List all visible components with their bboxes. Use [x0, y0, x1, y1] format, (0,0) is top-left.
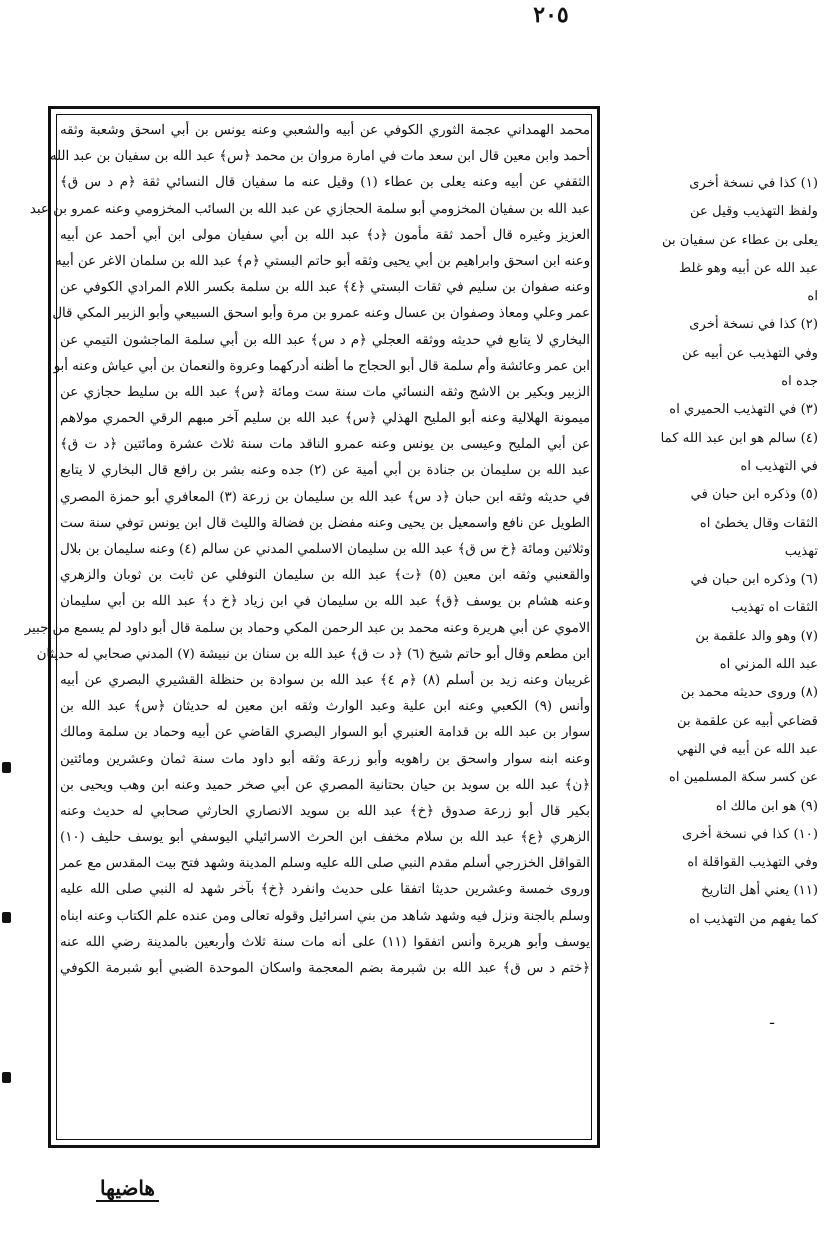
note-line: الثقات وقال يخطئ اه: [699, 515, 818, 531]
note-line: (٥) وذكره ابن حبان في: [690, 487, 818, 503]
note-line: تهذيب: [784, 543, 818, 559]
text-line: [56, 982, 594, 1008]
text-line: ابن مطعم وقال أبو حاتم شيخ (٦) ﴿د ت ق﴾ عبد الله بن سنان بن نبيشة (٧) المدني صحابي له حديثان: [36, 646, 590, 662]
margin-notes: [604, 170, 818, 934]
text-line: والقعنبي وثقه ابن معين (٥) ﴿ت﴾ عبد الله بن سليمان النوفلي عن ثابت بن ثوبان والزهري: [60, 568, 590, 584]
note-line: عبد الله عن أبيه وهو غلط: [678, 260, 818, 276]
text-line: الزبير وبكير بن الاشج وثقه النسائي مات سنة ست ومائة ﴿س﴾ عبد الله بن سليط حجازي عن: [60, 384, 590, 400]
note-line: في التهذيب اه: [740, 458, 818, 474]
note-line: (٧) وهو والد علقمة بن: [695, 628, 818, 644]
note-line: (٢) كذا في نسخة أخرى: [689, 317, 818, 333]
note-line: يعلى بن عطاء عن سفيان بن: [662, 232, 818, 248]
text-line: في حديثه وثقه ابن حبان ﴿د س﴾ عبد الله بن سليمان بن زرعة (٣) المعافري أبو حمزة المصري: [60, 489, 590, 505]
text-line: وعنه صفوان بن سليم في ثقات البستي ﴿٤﴾ عبد الله بن سلمة بكسر اللام المرادي الكوفي عن: [60, 280, 590, 296]
text-line: عمر وعلي ومعاذ وصفوان بن عسال وعنه عمرو بن مرة وأبو اسحق السبيعي وأبو الزبير المكي قال: [52, 306, 590, 322]
text-line: أحمد وابن معين قال ابن سعد مات في امارة مروان بن محمد ﴿س﴾ عبد الله بن سفيان بن عبد الله: [49, 149, 590, 165]
note-line: كما يفهم من التهذيب اه: [689, 911, 818, 927]
note-line: جده اه: [781, 374, 818, 390]
note-line: الثقات اه تهذيب: [730, 600, 818, 616]
text-line: سوار بن عبد الله بن قدامة العنبري أبو السوار البصري القاضي عن أبيه وحماد بن سلمة ومالك: [60, 725, 590, 741]
note-line: (٨) وروى حديثه محمد بن: [680, 685, 818, 701]
text-line: وعنه ابن اسحق وابراهيم بن أبي يحيى وثقه أبو حاتم البستي ﴿م﴾ عبد الله بن سلمان الاغر عن أبيه: [55, 253, 590, 269]
text-line: ميمونة الهلالية وعنه أبو المليح الهذلي ﴿س﴾ عبد الله بن سليم آخر مبهم الرقي الحمري مولاهم: [60, 411, 590, 427]
text-line: عبد الله بن سفيان المخزومي أبو سلمة الحجازي عن عبد الله بن السائب المخزومي وعنه عمرو بن عبد: [29, 201, 590, 217]
text-line: بكير قال أبو زرعة صدوق ﴿خ﴾ عبد الله بن سويد الانصاري الحارثي صحابي له حديث وعنه: [60, 803, 590, 819]
note-line: قضاعي أبيه عن علقمة بن: [677, 713, 818, 729]
text-line: محمد الهمداني عجمة الثوري الكوفي عن أبيه والشعبي وعنه يونس بن أبي اسحق وشعبة وثقه: [60, 123, 590, 138]
main-text-body: [24, 118, 594, 1142]
text-line: يوسف وأبو هريرة وأنس اتفقوا (١١) على أنه مات سنة ثلاث وأربعين بالمدينة رضي الله عنه: [60, 934, 590, 950]
text-line: ﴿ختم د س ق﴾ عبد الله بن شبرمة بضم المعجمة واسكان الموحدة الضبي أبو شبرمة الكوفي: [60, 961, 590, 976]
text-line: الاموي عن أبي هريرة وعنه محمد بن عبد الرحمن المكي وحماد بن سلمة قال أبو داود لم يسمع من جبير: [24, 620, 590, 636]
note-line: (٩) هو ابن مالك اه: [715, 798, 818, 814]
page-number: ٢٠٥: [533, 2, 569, 28]
text-line: الثقفي عن أبيه وعنه يعلى بن عطاء (١) وقيل عنه ما سفيان قال النسائي ثقة ﴿م د س ق﴾: [60, 175, 590, 191]
note-line: (٤) سالم هو ابن عبد الله كما: [660, 430, 818, 446]
text-line: عن أبي المليح وعيسى بن يونس وعنه عمرو الناقد مات سنة ثلاث عشرة ومائتين ﴿د ت ق﴾: [60, 437, 590, 453]
note-line: عبد الله عن أبيه في النهي: [676, 741, 818, 757]
text-line: القواقل الخزرجي أسلم مقدم النبي صلى الله عليه وسلم المدينة وشهد فتح بيت المقدس مع عمر: [60, 856, 590, 872]
text-line: وسلم بالجنة ونزل فيه وشهد شاهد من بني اسرائيل وقوله تعالى ومن عنده علم الكتاب وعنه ابناه: [60, 908, 590, 924]
catchword: هاضيها: [96, 1176, 159, 1202]
text-line: وعنه هشام بن يوسف ﴿ق﴾ عبد الله بن سليمان في ابن زياد ﴿خ د﴾ عبد الله بن أبي سليمان: [60, 594, 590, 610]
note-end-mark: ـ: [770, 1012, 775, 1028]
text-line: عبد الله بن سليمان بن جنادة بن أبي أمية عن (٢) جده وعنه بشر بن رافع قال البخاري لا يتابع: [60, 463, 590, 479]
note-line: (٦) وذكره ابن حبان في: [690, 572, 818, 588]
text-line: ﴿ن﴾ عبد الله بن سويد بن حيان بحتانية المصري عن أبي صخر حميد وعنه ابن وهب ويحيى بن: [60, 777, 590, 793]
text-line: الطويل عن نافع واسمعيل بن يحيى وعنه مفضل بن فضالة والليث قال ابن يونس توفي سنة ست: [60, 515, 590, 531]
text-line: وعنه ابنه سوار واسحق بن راهويه وأبو زرعة وثقه أبو داود مات سنة ثمان وعشرين ومائتين: [60, 751, 590, 767]
note-line: (١١) يعني أهل التاريخ: [701, 883, 818, 899]
note-line: (١٠) كذا في نسخة أخرى: [682, 826, 818, 842]
text-line: وأنس (٩) الكعبي وعنه ابن علية وعبد الوارث وثقه ابن معين له حديثان ﴿س﴾ عبد الله بن: [60, 699, 591, 715]
text-line: العزيز وغيره قال أحمد ثقة مأمون ﴿د﴾ عبد الله بن أبي سفيان مولى ابن أبي أحمد عن أبيه: [60, 227, 590, 243]
margin-blot-icon: [2, 912, 11, 923]
note-line: ولفظ التهذيب وقيل عن: [690, 204, 818, 220]
margin-blot-icon: [2, 762, 11, 773]
note-line: اه: [807, 289, 818, 305]
note-line: (١) كذا في نسخة أخرى: [689, 176, 818, 191]
note-line: (٣) في التهذيب الحميري اه: [669, 402, 818, 418]
text-line: وثلاثين ومائة ﴿خ س ق﴾ عبد الله بن سليمان الاسلمي المدني عن سالم (٤) وعنه سليمان بن بلال: [60, 542, 590, 557]
text-line: الزهري ﴿ع﴾ عبد الله بن سلام مخفف ابن الحرث الاسرائيلي اليوسفي أبو يوسف حليف (١٠): [60, 830, 590, 846]
text-line: ابن عمر وعائشة وأم سلمة قال أبو الحجاج ما أظنه أدركهما وعروة والنعمان بن أبي عياش وعنه أبو: [53, 358, 590, 374]
text-line: [56, 1008, 594, 1034]
note-line: عبد الله المزني اه: [719, 657, 818, 673]
text-line: وروى خمسة وعشرين حديثا اتفقا على حديث وانفرد ﴿خ﴾ بآخر شهد له النبي صلى الله عليه: [60, 882, 590, 898]
note-line: عن كسر سكة المسلمين اه: [668, 770, 818, 786]
margin-blot-icon: [2, 1072, 11, 1083]
text-line: البخاري لا يتابع في حديثه ووثقه العجلي ﴿م د س﴾ عبد الله بن أبي سلمة الماجشون التيمي عن: [60, 332, 590, 348]
text-line: غريبان وعنه زيد بن أسلم (٨) ﴿م ٤﴾ عبد الله بن سوادة بن حنظلة القشيري البصري عن أبيه: [60, 672, 590, 688]
note-line: وفي التهذيب عن أبيه عن: [682, 345, 818, 361]
note-line: وفي التهذيب القواقلة اه: [687, 855, 818, 871]
